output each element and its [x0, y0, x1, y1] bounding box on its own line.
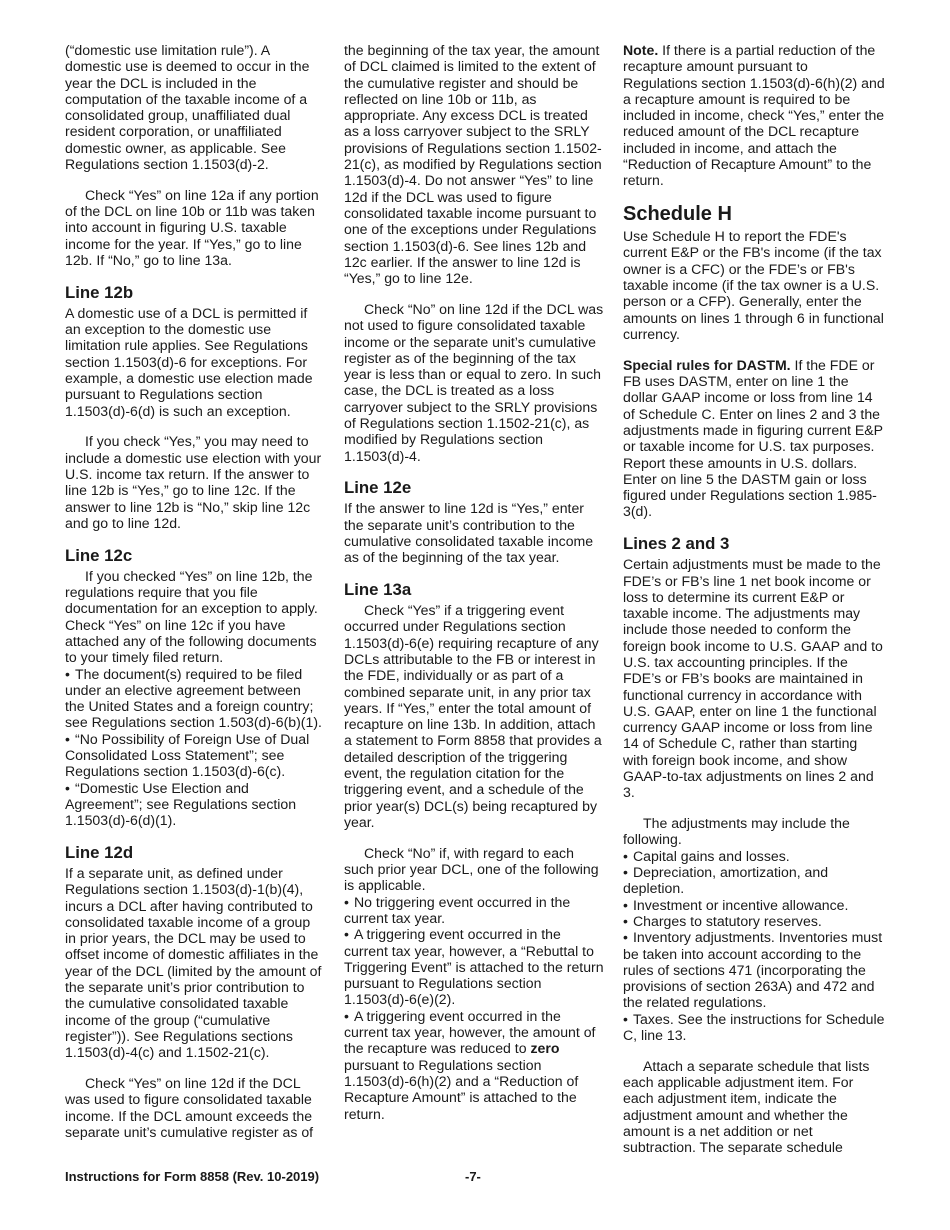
bullet-item: • Taxes. See the instructions for Schedule C, line 13. — [623, 1010, 885, 1044]
bullet-icon: • — [65, 730, 70, 747]
paragraph: Check “Yes” if a triggering event occurred under Regulations section 1.1503(d)-6(e) requiring recapture of any DCLs attributable to the FB or interest in the FDE, individually or as part of a combined separate unit, in any prior tax years. If “Yes,” enter the total amount of recapture on line 13b. In addition, attach a statement to Form 8858 that provides a detailed description of the triggering event, the regulation citation for the triggering event, and a schedule of the prior year(s) DCL(s) being recaptured by year. — [344, 602, 602, 830]
bullet-item: • Capital gains and losses. — [623, 847, 790, 864]
paragraph: Use Schedule H to report the FDE's current E&P or the FB's income (if the tax owner is a CFC) or the FDE’s or FB's taxable income (if the tax owner is a U.S. person or a CFP). Generally, enter the amounts on lines 1 through 6 in functional currency. — [623, 228, 884, 342]
section-heading-line-12d: Line 12d — [65, 842, 134, 862]
bullet-icon: • — [344, 893, 349, 910]
column-left — [65, 42, 323, 1155]
section-heading-line-12e: Line 12e — [344, 478, 412, 498]
bullet-item: • Inventory adjustments. Inventories must be taken into account according to the rules of sections 471 (incorporating the provisions of section 263A) and 472 and the related regulations. — [623, 929, 883, 1011]
bullet-icon: • — [623, 896, 628, 913]
bullet-icon: • — [623, 847, 628, 864]
paragraph: A domestic use of a DCL is permitted if an exception to the domestic use limitation rule applies. See Regulations section 1.1503(d)-6 for exceptions. For example, a domestic use election made pursuant to Regulations section 1.1503(d)-6(d) is such an exception. — [65, 304, 313, 419]
bullet-icon: • — [65, 665, 70, 682]
paragraph: Check “Yes” on line 12d if the DCL was used to figure consolidated taxable income. If the DCL amount exceeds the separate unit’s cumulative register as of — [65, 1075, 314, 1140]
emphasis-zero: zero — [530, 1040, 560, 1057]
section-heading-line-12c: Line 12c — [65, 545, 133, 565]
section-heading-schedule-h: Schedule H — [623, 203, 732, 226]
footer-form-title: Instructions for Form 8858 (Rev. 10-2019) — [65, 1169, 320, 1184]
bullet-item: • “No Possibility of Foreign Use of Dual Consolidated Loss Statement”; see Regulations section 1.1503(d)-6(c). — [65, 730, 310, 780]
bullet-item: • A triggering event occurred in the current tax year, however, a “Rebuttal to Triggering Event” is attached to the return pursuant to Regulations section 1.1503(d)-6(e)(2). — [344, 926, 604, 1008]
section-heading-line-13a: Line 13a — [344, 580, 412, 600]
bullet-icon: • — [623, 864, 628, 881]
bullet-icon: • — [623, 1010, 628, 1027]
section-heading-line-12b: Line 12b — [65, 282, 134, 302]
bullet-item: • Investment or incentive allowance. — [623, 896, 849, 913]
paragraph: The adjustments may include the following. — [623, 815, 850, 848]
bullet-icon: • — [623, 929, 628, 946]
bullet-item: • A triggering event occurred in the current tax year, however, the amount of the recapture was reduced to zero pursuant to Regulations section 1.1503(d)-6(h)(2) and a “Reduction of Recapture Amount” is attached to the return. — [344, 1007, 596, 1122]
paragraph: If a separate unit, as defined under Regulations section 1.1503(d)-1(b)(4), incurs a DCL after having contributed to consolidated taxable income of a group in prior years, the DCL may be used to offset income of domestic affiliates in the year of the DCL (limited by the amount of the separate unit’s prior contribution to the cumulative consolidated taxable income of the group (“cumulative register”)). See Regulations sections 1.1503(d)-4(c) and 1.1502-21(c). — [65, 864, 322, 1061]
section-heading-lines-2-and-3: Lines 2 and 3 — [623, 534, 730, 554]
dastm-paragraph: Special rules for DASTM. If the FDE or FB uses DASTM, enter on line 1 the dollar GAAP income or loss from line 14 of Schedule C. Enter on lines 2 and 3 the adjustments made in figuring current E&P or taxable income for U.S. tax purposes. Report these amounts in U.S. dollars. Enter on line 5 the DASTM gain or loss figured under Regulations section 1.985-3(d). — [623, 356, 883, 520]
bullet-icon: • — [344, 926, 349, 943]
paragraph: Attach a separate schedule that lists each applicable adjustment item. For each adjustment item, indicate the adjustment amount and whether the amount is a net addition or net subtraction. The separate schedule — [623, 1057, 870, 1156]
dastm-label: Special rules for DASTM. — [623, 356, 791, 373]
page-number: -7- — [465, 1169, 481, 1184]
bullet-icon: • — [623, 912, 628, 929]
paragraph: the beginning of the tax year, the amount of DCL claimed is limited to the extent of the cumulative register and should be reflected on line 10b or 11b, as appropriate. Any excess DCL is treated as a loss carryover subject to the SRLY provisions of Regulations section 1.1502-21(c), as modified by Regulations section 1.1503(d)-4. Do not answer “Yes” to line 12d if the DCL was used to figure consolidated taxable income pursuant to one of the exceptions under Regulations section 1.1503(d)-6. See lines 12b and 12c earlier. If the answer to line 12d is “Yes,” go to line 12e. — [344, 42, 602, 287]
column-middle — [344, 42, 606, 1122]
paragraph: If the answer to line 12d is “Yes,” enter the separate unit’s contribution to the cumulative consolidated taxable income as of the beginning of the tax year. — [344, 500, 594, 566]
bullet-item: • Depreciation, amortization, and depletion. — [623, 864, 829, 897]
bullet-item: • Charges to statutory reserves. — [623, 912, 822, 929]
paragraph: If you checked “Yes” on line 12b, the regulations require that you file documentation for an exception to apply. Check “Yes” on line 12c if you have attached any of the following documents to your timely filed return. — [65, 567, 318, 666]
paragraph: If you check “Yes,” you may need to include a domestic use election with your U.S. income tax return. If the answer to line 12b is “Yes,” go to line 12c. If the answer to line 12b is “No,” skip line 12c and go to line 12d. — [65, 433, 322, 531]
bullet-icon: • — [344, 1007, 349, 1024]
bullet-item: • “Domestic Use Election and Agreement”; see Regulations section 1.1503(d)-6(d)(1). — [65, 779, 297, 829]
column-right — [623, 42, 885, 1170]
note-label: Note. — [623, 42, 659, 58]
paragraph: Check “No” if, with regard to each such prior year DCL, one of the following is applicable. — [344, 844, 599, 894]
bullet-item: • No triggering event occurred in the current tax year. — [344, 893, 571, 926]
bullet-item: • The document(s) required to be filed under an elective agreement between the United States and a foreign country; see Regulations section 1.503(d)-6(b)(1). — [65, 665, 322, 731]
paragraph: Check “Yes” on line 12a if any portion of the DCL on line 10b or 11b was taken into account in figuring U.S. taxable income for the year. If “Yes,” go to line 12b. If “No,” go to line 13a. — [65, 186, 319, 269]
paragraph: Certain adjustments must be made to the FDE’s or FB’s line 1 net book income or loss to determine its current E&P or taxable income. The adjustments may include those needed to conform the foreign book income to U.S. GAAP and to U.S. tax accounting principles. If the FDE’s or FB’s books are maintained in functional currency in accordance with U.S. GAAP, enter on line 1 the functional currency GAAP income or loss from line 14 of Schedule C, rather than starting with foreign book income, and show GAAP-to-tax adjustments on lines 2 and 3. — [623, 556, 883, 801]
note-paragraph: Note. If there is a partial reduction of the recapture amount pursuant to Regulations section 1.1503(d)-6(h)(2) and a recapture amount is required to be included in income, check “Yes,” enter the reduced amount of the DCL recapture included in income, and attach the “Reduction of Recapture Amount” to the return. — [623, 42, 885, 189]
bullet-icon: • — [65, 779, 70, 796]
paragraph: (“domestic use limitation rule”). A domestic use is deemed to occur in the year the DCL is included in the computation of the taxable income of a consolidated group, unaffiliated dual resident corporation, or unaffiliated domestic owner, as applicable. See Regulations section 1.1503(d)-2. — [65, 42, 310, 173]
paragraph: Check “No” on line 12d if the DCL was not used to figure consolidated taxable income or the separate unit’s cumulative register as of the beginning of the tax year is less than or equal to zero. In such case, the DCL is treated as a loss carryover subject to the SRLY provisions of Regulations section 1.1502-21(c), as modified by Regulations section 1.1503(d)-4. — [344, 300, 604, 464]
